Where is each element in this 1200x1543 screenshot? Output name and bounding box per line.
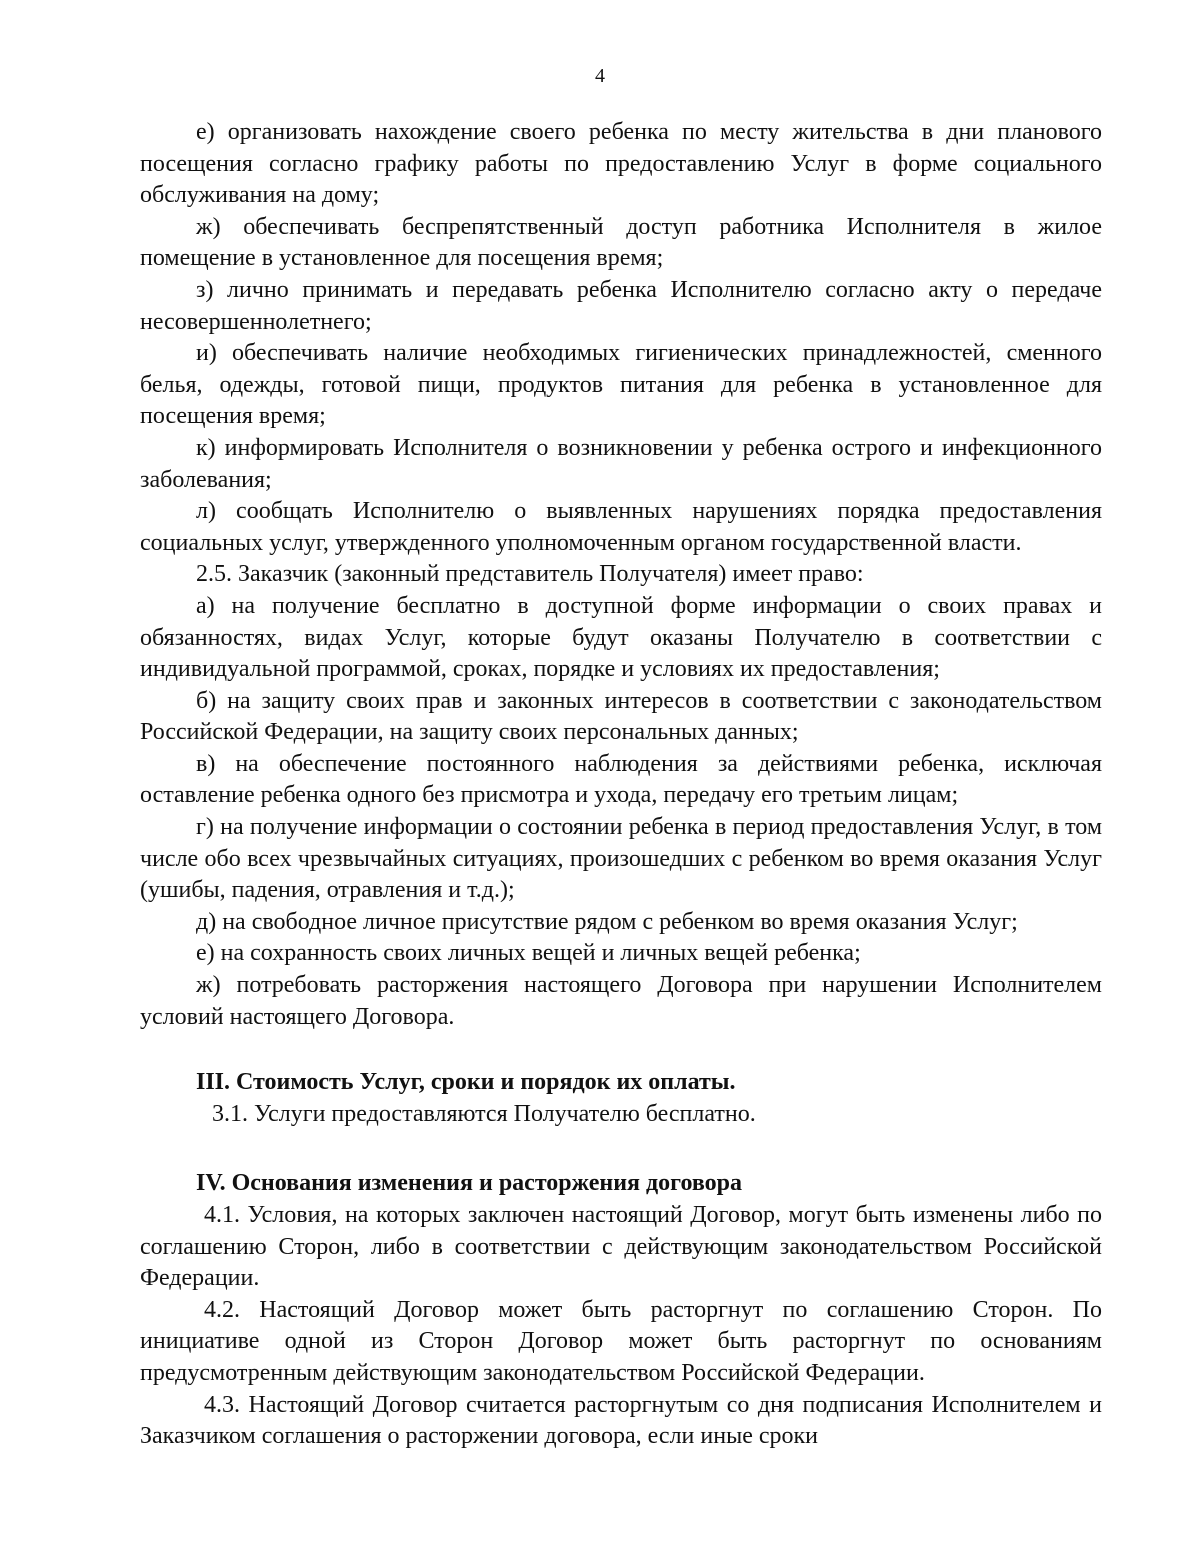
paragraph-2-4-i: и) обеспечивать наличие необходимых гигиенических принадлежностей, сменного белья, одежды, готовой пищи, продуктов питания для ребенка в установленное для посещения время;	[140, 340, 1102, 430]
paragraph-2-5-e: е) на сохранность своих личных вещей и личных вещей ребенка;	[196, 940, 861, 967]
paragraph-2-5-a: а) на получение бесплатно в доступной форме информации о своих правах и обязанностях, видах Услуг, которые будут оказаны Получателю в соответствии с индивидуальной программой, сроках, порядке и условиях их предоставления;	[140, 592, 1102, 683]
paragraph-2-5-d: д) на свободное личное присутствие рядом с ребенком во время оказания Услуг;	[196, 908, 1018, 935]
section-4-heading: IV. Основания изменения и расторжения договора	[196, 1170, 742, 1197]
section-3-heading: III. Стоимость Услуг, сроки и порядок их оплаты.	[196, 1069, 736, 1096]
paragraph-4-3: 4.3. Настоящий Договор считается расторгнутым со дня подписания Исполнителем и Заказчиком соглашения о расторжении договора, если иные сроки	[140, 1391, 1102, 1450]
paragraph-2-5-b: б) на защиту своих прав и законных интересов в соответствии с законодательством Российской Федерации, на защиту своих персональных данных;	[140, 687, 1102, 746]
page-number: 4	[595, 65, 605, 87]
paragraph-2-5-intro: 2.5. Заказчик (законный представитель Получателя) имеет право:	[196, 561, 864, 588]
paragraph-4-1: 4.1. Условия, на которых заключен настоящий Договор, могут быть изменены либо по соглашению Сторон, либо в соответствии с действующим законодательством Российской Федерации.	[140, 1202, 1102, 1292]
paragraph-2-5-zh: ж) потребовать расторжения настоящего Договора при нарушении Исполнителем условий настоящего Договора.	[140, 972, 1102, 1030]
paragraph-2-4-zh: ж) обеспечивать беспрепятственный доступ работника Исполнителя в жилое помещение в установленное для посещения время;	[140, 213, 1102, 272]
paragraph-2-4-l: л) сообщать Исполнителю о выявленных нарушениях порядка предоставления социальных услуг, утвержденного уполномоченным органом государственной власти.	[140, 498, 1102, 556]
document-body	[140, 117, 1102, 1453]
paragraph-2-4-k: к) информировать Исполнителя о возникновении у ребенка острого и инфекционного заболевания;	[140, 434, 1102, 493]
paragraph-4-2: 4.2. Настоящий Договор может быть расторгнут по соглашению Сторон. По инициативе одной из Сторон Договор может быть расторгнут по основаниям предусмотренным действующим законодательством Российской Федерации.	[140, 1296, 1102, 1386]
paragraph-2-4-z: з) лично принимать и передавать ребенка Исполнителю согласно акту о передаче несовершеннолетнего;	[140, 276, 1102, 335]
paragraph-2-4-e: е) организовать нахождение своего ребенка по месту жительства в дни планового посещения согласно графику работы по предоставлению Услуг в форме социального обслуживания на дому;	[140, 119, 1102, 209]
paragraph-3-1: 3.1. Услуги предоставляются Получателю бесплатно.	[212, 1100, 756, 1127]
paragraph-2-5-g: г) на получение информации о состоянии ребенка в период предоставления Услуг, в том числе обо всех чрезвычайных ситуациях, произошедших с ребенком во время оказания Услуг (ушибы, падения, отравления и т.д.);	[140, 814, 1102, 904]
paragraph-2-5-v: в) на обеспечение постоянного наблюдения за действиями ребенка, исключая оставление ребенка одного без присмотра и ухода, передачу его третьим лицам;	[140, 750, 1102, 809]
